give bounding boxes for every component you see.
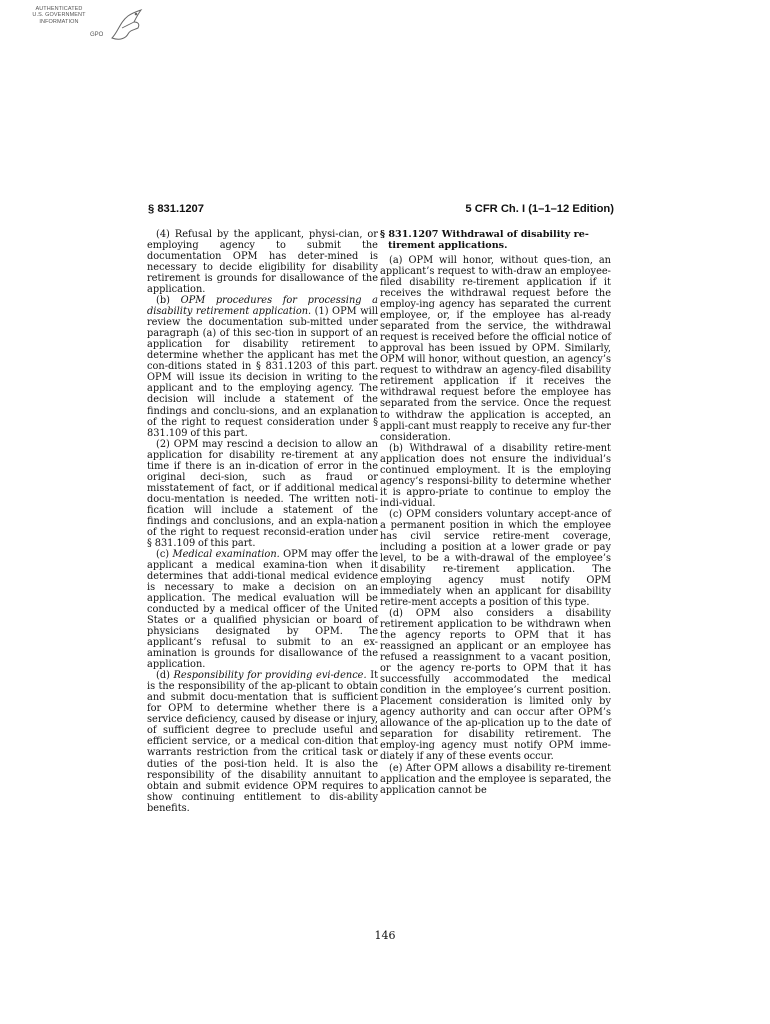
seal-line-2: U.S. GOVERNMENT xyxy=(32,12,86,19)
paragraph: (4) Refusal by the applicant, physi-cian, or employing agency to submit the documentation OPM has deter-mined is necessary to decide eligibility for disability retirement is grounds for disallowance of the application. xyxy=(147,229,378,296)
seal-text xyxy=(14,6,104,25)
paragraph: (d) OPM also considers a disability retirement application to be withdrawn when the agency reports to OPM that it has reassigned an applicant or an employee has refused a reassignment to a vacant position, or the agency re-ports to OPM that it has successfully accommodated the medical condition in the employee’s current position. Placement consideration is limited only by agency authority and can occur after OPM’s allowance of the ap-plication up to the date of separation for disability retirement. The employ-ing agency must notify OPM imme-diately if any of these events occur. xyxy=(380,608,611,763)
right-column xyxy=(380,229,611,796)
paragraph: (e) After OPM allows a disability re-tirement application and the employee is separated, the application cannot be xyxy=(380,762,611,796)
seal-gpo-label: GPO xyxy=(90,32,104,38)
header-title: 5 CFR Ch. I (1–1–12 Edition) xyxy=(465,203,614,215)
header-section-number: § 831.1207 xyxy=(148,203,204,215)
page-number: 146 xyxy=(374,929,396,942)
paragraph: (b) Withdrawal of a disability retire-ment application does not ensure the individual’s continued employment. It is the employing agency’s responsi-bility to determine whether it is appro-priate to continue to employ the indi-vidual. xyxy=(380,442,611,509)
paragraph: (2) OPM may rescind a decision to allow an application for disability re-tirement at any time if there is an in-dication of error in the original deci-sion, such as fraud or misstatement of fact, or if additional medical docu-mentation is needed. The written noti-fication will include a statement of the findings and conclusions, and an expla-nation of the right to request reconsid-eration under § 831.109 of this part. xyxy=(147,438,378,549)
paragraph-heading: Responsibility for providing evi-dence. xyxy=(173,670,367,682)
paragraph: (a) OPM will honor, without ques-tion, an applicant’s request to with-draw an employee-filed disability re-tirement application if it receives the withdrawal request before the employ-ing agency has separated the current employee, or, if the employee has al-ready separated from the service, the withdrawal request is received before the official notice of approval has been issued by OPM. Similarly, OPM will honor, without question, an agency’s request to withdraw an agency-filed disability retirement application if it receives the withdrawal request before the employee has separated from the service. Once the request to withdraw the application is accepted, an appli-cant must reapply to receive any fur-ther consideration. xyxy=(380,255,611,443)
seal-line-3: INFORMATION xyxy=(39,18,79,25)
section-heading: § 831.1207 Withdrawal of disability re-tirement applications. xyxy=(380,229,589,252)
paragraph: (c) OPM considers voluntary accept-ance of a permanent position in which the employee has civil service retire-ment coverage, including a position at a lower grade or pay level, to be a with-drawal of the employee’s disability re-tirement application. The employing agency must notify OPM immediately when an applicant for disability retire-ment accepts a position of this type. xyxy=(380,508,611,609)
seal-line-1: AUTHENTICATED xyxy=(35,6,83,12)
paragraph: (b) OPM procedures for processing a disability retirement application. (1) OPM will review the documentation sub-mitted under paragraph (a) of this sec-tion in support of an application for disability retirement to determine whether the applicant has met the con-ditions stated in § 831.1203 of this part. OPM will issue its decision in writing to the applicant and to the employing agency. The decision will include a statement of the findings and conclu-sions, and an explanation of the right to request consideration under § 831.109 of this part. xyxy=(147,295,379,439)
page-header xyxy=(148,203,614,219)
paragraph: (c) Medical examination. OPM may offer the applicant a medical examina-tion when it determines that addi-tional medical evidence is necessary to make a decision on an application. The medical evaluation will be conducted by a medical officer of the United States or a qualified physician or board of physicians designated by OPM. The applicant’s refusal to submit to an ex-amination is grounds for disallowance of the application. xyxy=(147,548,379,671)
paragraph: (d) Responsibility for providing evi-dence. It is the responsibility of the ap-plicant to obtain and submit docu-mentation that is sufficient for OPM to determine whether there is a service deficiency, caused by disease or injury, of sufficient degree to preclude useful and efficient service, or a medical con-dition that warrants restriction from the critical task or duties of the posi-tion held. It is also the responsibility of the disability annuitant to obtain and submit evidence OPM requires to show continuing entitlement to dis-ability benefits. xyxy=(147,670,379,814)
eagle-icon xyxy=(108,8,144,46)
authentication-seal xyxy=(14,6,144,48)
left-column xyxy=(147,229,378,814)
paragraph-heading: OPM procedures for processing a disability retirement application. xyxy=(147,295,379,318)
paragraph-heading: Medical examination. xyxy=(172,548,280,560)
